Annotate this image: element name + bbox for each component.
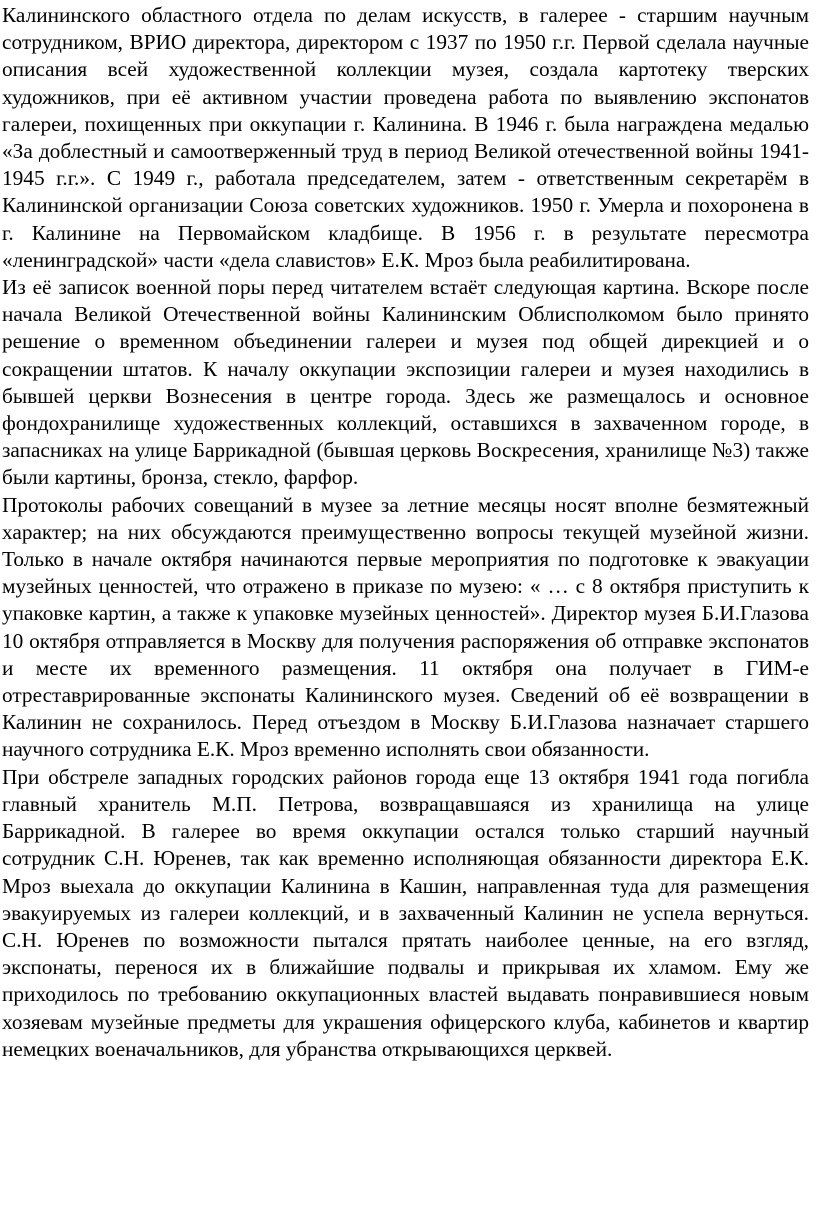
paragraph-occupation: При обстреле западных городских районов города еще 13 октября 1941 года погибла главный хранитель М.П. Петрова, возвращавшаяся из хранилища на улице Баррикадной. В галерее во время оккупации остался только старший научный сотрудник С.Н. Юренев, так как временно исполняющая обязанности директора Е.К. Мроз выехала до оккупации Калинина в Кашин, направленная туда для размещения эвакуируемых из галереи коллекций, и в захваченный Калинин не успела вернуться. С.Н. Юренев по возможности пытался прятать наиболее ценные, на его взгляд, экспонаты, перенося их в ближайшие подвалы и прикрывая их хламом. Ему же приходилось по требованию оккупационных властей выдавать понравившиеся новым хозяевам музейные предметы для украшения офицерского клуба, кабинетов и квартир немецких военачальников, для убранства открывающихся церквей. (2, 764, 809, 1061)
paragraph-biography: Калининского областного отдела по делам искусств, в галерее - старшим научным сотрудником, ВРИО директора, директором с 1937 по 1950 г.г. Первой сделала научные описания всей художественной коллекции музея, создала картотеку тверских художников, при её активном участии проведена работа по выявлению экспонатов галереи, похищенных при оккупации г. Калинина. В 1946 г. была награждена медалью «За доблестный и самоотверженный труд в период Великой отечественной войны 1941-1945 г.г.». С 1949 г., работала председателем, затем - ответственным секретарём в Калининской организации Союза советских художников. 1950 г. Умерла и похоронена в г. Калинине на Первомайском кладбище. В 1956 г. в результате пересмотра «ленинградской» части «дела славистов» Е.К. Мроз была реабилитирована. (2, 3, 809, 272)
paragraph-protocols: Протоколы рабочих совещаний в музее за летние месяцы носят вполне безмятежный характер; на них обсуждаются преимущественно вопросы текущей музейной жизни. Только в начале октября начинаются первые мероприятия по подготовке к эвакуации музейных ценностей, что отражено в приказе по музею: « … с 8 октября приступить к упаковке картин, а также к упаковке музейных ценностей». Директор музея Б.И.Глазова 10 октября отправляется в Москву для получения распоряжения об отправке экспонатов и месте их временного размещения. 11 октября она получает в ГИМ-е отреставрированные экспонаты Калининского музея. Сведений об её возвращении в Калинин не сохранилось. Перед отъездом в Москву Б.И.Глазова назначает старшего научного сотрудника Е.К. Мроз временно исполнять свои обязанности. (2, 492, 809, 762)
paragraph-war-notes: Из её записок военной поры перед читателем встаёт следующая картина. Вскоре после начала Великой Отечественной войны Калининским Облисполкомом было принято решение о временном объединении галереи и музея под общей дирекцией и о сокращении штатов. К началу оккупации экспозиции галереи и музея находились в бывшей церкви Вознесения в центре города. Здесь же размещалось и основное фондохранилище художественных коллекций, оставшихся в захваченном городе, в запасниках на улице Баррикадной (бывшая церковь Воскресения, хранилище №3) также были картины, бронза, стекло, фарфор. (2, 275, 809, 490)
